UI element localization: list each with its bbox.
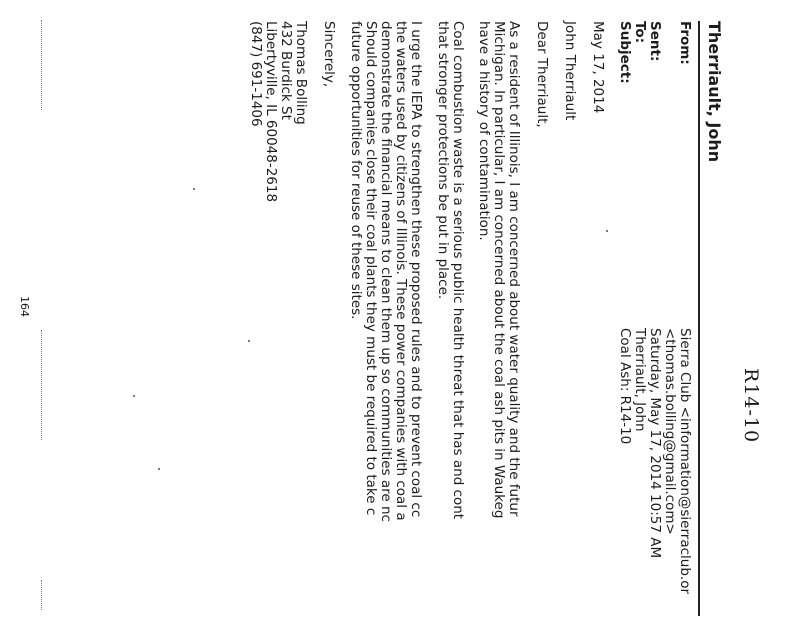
paragraph-line: Michigan. In particular, I am concerned about the coal ash pits in Waukeg (491, 21, 507, 519)
subject-value: Coal Ash: R14-10 (617, 328, 633, 445)
scan-edge-mark (41, 20, 42, 110)
paragraph-line: Should companies close their coal plants they must be required to take c (363, 21, 379, 516)
sent-value: Saturday, May 17, 2014 10:57 AM (647, 328, 663, 559)
document-id: R14-10 (740, 368, 762, 444)
from-value: Sierra Club <information@sierraclub.or (677, 328, 693, 594)
from-label: From: (677, 21, 693, 65)
subject-label: Subject: (617, 21, 633, 84)
paragraph-line: Coal combustion waste is a serious public health threat that has and cont (450, 21, 466, 520)
signature-city: Libertyville, IL 60048-2618 (263, 21, 279, 203)
scan-speck (133, 395, 135, 397)
page-number: 164 (18, 296, 31, 317)
letter-recipient: John Therriault (562, 21, 578, 121)
paragraph-line: have a history of contamination. (476, 21, 492, 241)
scan-speck (606, 230, 608, 232)
scan-edge-mark (41, 580, 42, 610)
letter-closing: Sincerely, (321, 21, 337, 88)
signature-phone: (847) 691-1406 (248, 21, 264, 127)
scan-speck (248, 340, 250, 342)
signature-name: Thomas Bolling (293, 21, 309, 125)
scan-edge-mark (41, 330, 42, 440)
letter-salutation: Dear Therriault, (534, 21, 550, 128)
paragraph-line: the waters used by citizens of Illinois. These power companies with coal a (393, 21, 409, 521)
letter-date: May 17, 2014 (590, 21, 606, 114)
to-label: To: (632, 21, 648, 44)
paragraph-line: future opportunities for reuse of these sites. (348, 21, 364, 320)
scan-speck (193, 188, 195, 190)
signature-street: 432 Burdick St (278, 21, 294, 120)
to-value: Therriault, John (632, 328, 648, 432)
scan-speck (158, 468, 160, 470)
paragraph-line: demonstrate the financial means to clean them up so communities are nc (378, 21, 394, 522)
paragraph-line: As a resident of Illinois, I am concerned about water quality and the futur (506, 21, 522, 517)
heading-rule (698, 21, 700, 616)
paragraph-line: I urge the IEPA to strengthen these proposed rules and to prevent coal cc (408, 21, 424, 518)
sent-label: Sent: (647, 21, 663, 62)
sender-heading: Therriault, John (705, 21, 724, 163)
paragraph-line: that stronger protections be put in place. (435, 21, 451, 300)
from-email: <thomas.bolling@gmail.com> (662, 328, 678, 535)
